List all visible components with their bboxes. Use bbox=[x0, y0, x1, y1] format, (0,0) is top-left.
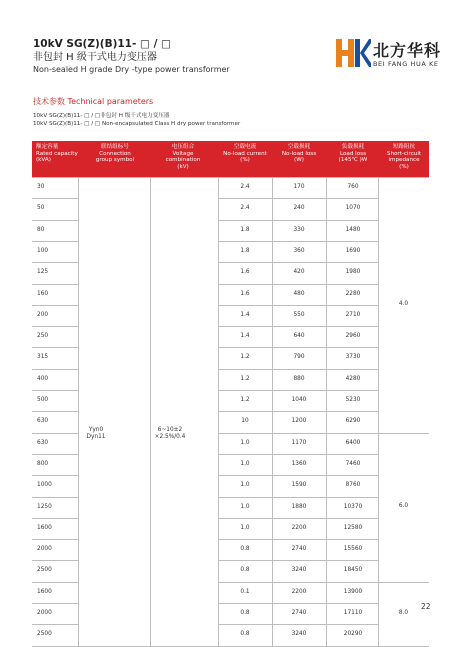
ll-cell: 7460 bbox=[345, 460, 361, 467]
nlc-cell: 0.8 bbox=[240, 567, 250, 574]
nlc-cell: 1.2 bbox=[240, 375, 250, 382]
rated-capacity-cell: 125 bbox=[37, 269, 49, 276]
ll-cell: 6400 bbox=[345, 439, 361, 446]
table-row bbox=[32, 497, 429, 518]
row-divider bbox=[32, 497, 78, 498]
row-divider bbox=[32, 305, 78, 306]
nll-cell: 2200 bbox=[291, 524, 307, 531]
impedance-cell: 6.0 bbox=[398, 503, 409, 510]
nlc-cell: 1.0 bbox=[240, 439, 250, 446]
row-divider bbox=[218, 284, 378, 285]
nll-cell: 1040 bbox=[291, 397, 307, 403]
ll-cell: 8760 bbox=[345, 482, 361, 489]
nlc-cell: 0.1 bbox=[240, 588, 250, 595]
page-header bbox=[33, 38, 230, 75]
nll-cell: 550 bbox=[293, 311, 305, 318]
ll-cell: 2710 bbox=[345, 311, 361, 318]
nll-cell: 640 bbox=[293, 333, 305, 340]
nlc-cell: 1.2 bbox=[240, 354, 250, 361]
row-divider bbox=[32, 220, 78, 221]
rated-capacity-cell: 2000 bbox=[37, 610, 52, 616]
nll-cell: 1590 bbox=[291, 482, 307, 489]
table-row bbox=[32, 390, 429, 411]
nlc-cell: 1.8 bbox=[240, 247, 250, 254]
nll-cell: 1880 bbox=[291, 503, 307, 510]
nll-cell: 3240 bbox=[291, 631, 307, 638]
nlc-cell: 0.8 bbox=[240, 610, 250, 616]
ll-cell: 3730 bbox=[345, 354, 361, 361]
group-divider bbox=[218, 582, 429, 583]
rated-capacity-cell: 50 bbox=[37, 205, 45, 212]
table-row bbox=[32, 284, 429, 305]
nll-cell: 1360 bbox=[291, 460, 307, 467]
impedance-cell: 8.0 bbox=[398, 609, 409, 616]
header-connection-group: 联结组标号 Connection group symbol bbox=[95, 144, 135, 164]
ll-cell: 17110 bbox=[343, 610, 363, 616]
table-row bbox=[32, 198, 429, 219]
ll-cell: 20290 bbox=[343, 631, 363, 638]
nll-cell: 2200 bbox=[291, 588, 307, 595]
row-divider bbox=[32, 603, 78, 604]
table-row bbox=[32, 305, 429, 326]
nlc-cell: 2.4 bbox=[240, 184, 250, 190]
rated-capacity-cell: 80 bbox=[37, 226, 45, 233]
product-name-cn: 非包封 H 级干式电力变压器 bbox=[33, 52, 157, 63]
table-row bbox=[32, 624, 429, 645]
row-divider bbox=[218, 454, 378, 455]
ll-cell: 1980 bbox=[345, 269, 361, 276]
hk-logo-mark-icon bbox=[335, 36, 371, 72]
row-divider bbox=[32, 262, 78, 263]
row-divider bbox=[32, 177, 429, 178]
table-row bbox=[32, 475, 429, 496]
header-no-load-current: 空载电流 No-load current (%) bbox=[223, 144, 267, 164]
rated-capacity-cell: 2500 bbox=[37, 567, 52, 574]
row-divider bbox=[32, 369, 78, 370]
row-divider bbox=[32, 454, 78, 455]
column-divider bbox=[150, 177, 151, 646]
header-rated-capacity: 额定容量 Rated capacity (kVA) bbox=[36, 144, 78, 164]
rated-capacity-cell: 30 bbox=[37, 184, 45, 190]
table-row bbox=[32, 582, 429, 603]
nll-cell: 1170 bbox=[291, 439, 307, 446]
company-name-cn: 北方华科 bbox=[373, 41, 442, 60]
ll-cell: 4280 bbox=[345, 375, 361, 382]
model-description-cn: 10kV SG(Z)(B)11- □ / □非包封 H 级干式电力变压器 bbox=[33, 113, 170, 119]
row-divider bbox=[218, 326, 378, 327]
nlc-cell: 1.6 bbox=[240, 269, 250, 276]
ll-cell: 1070 bbox=[345, 205, 361, 212]
row-divider bbox=[32, 411, 78, 412]
nlc-cell: 1.0 bbox=[240, 524, 250, 531]
rated-capacity-cell: 500 bbox=[37, 397, 49, 403]
rated-capacity-cell: 100 bbox=[37, 247, 49, 254]
nll-cell: 2740 bbox=[291, 546, 307, 553]
rated-capacity-cell: 1600 bbox=[37, 588, 52, 595]
table-row bbox=[32, 539, 429, 560]
nll-cell: 1200 bbox=[291, 418, 307, 425]
row-divider bbox=[32, 582, 78, 583]
row-divider bbox=[218, 390, 378, 391]
nlc-cell: 0.8 bbox=[240, 631, 250, 638]
rated-capacity-cell: 1600 bbox=[37, 524, 52, 531]
rated-capacity-cell: 200 bbox=[37, 311, 49, 318]
group-divider bbox=[218, 433, 429, 434]
row-divider bbox=[218, 411, 378, 412]
rated-capacity-cell: 800 bbox=[37, 460, 49, 467]
nlc-cell: 0.8 bbox=[240, 546, 250, 553]
nlc-cell: 1.4 bbox=[240, 311, 250, 318]
table-row bbox=[32, 347, 429, 368]
ll-cell: 1690 bbox=[345, 247, 361, 254]
row-divider bbox=[32, 646, 429, 647]
row-divider bbox=[32, 539, 78, 540]
nlc-cell: 1.2 bbox=[240, 397, 250, 403]
section-title: 技术参数 Technical parameters bbox=[33, 97, 154, 106]
rated-capacity-cell: 400 bbox=[37, 375, 49, 382]
row-divider bbox=[218, 198, 378, 199]
nll-cell: 480 bbox=[293, 290, 305, 297]
nlc-cell: 1.4 bbox=[240, 333, 250, 340]
table-row bbox=[32, 326, 429, 347]
table-row bbox=[32, 177, 429, 198]
rated-capacity-cell: 160 bbox=[37, 290, 49, 297]
nll-cell: 360 bbox=[293, 247, 305, 254]
ll-cell: 18450 bbox=[343, 567, 363, 574]
rated-capacity-cell: 250 bbox=[37, 333, 49, 340]
nll-cell: 3240 bbox=[291, 567, 307, 574]
header-short-circuit-impedance: 短路阻抗 Short-circuit impedance (%) bbox=[386, 144, 422, 170]
ll-cell: 2960 bbox=[345, 333, 361, 340]
row-divider bbox=[218, 369, 378, 370]
row-divider bbox=[218, 539, 378, 540]
nll-cell: 240 bbox=[293, 205, 305, 212]
product-model-title: 10kV SG(Z)(B)11- □ / □ bbox=[33, 38, 171, 50]
rated-capacity-cell: 630 bbox=[37, 439, 49, 446]
column-divider bbox=[326, 177, 327, 646]
column-divider bbox=[378, 177, 379, 646]
ll-cell: 10370 bbox=[343, 503, 363, 510]
nlc-cell: 10 bbox=[241, 418, 249, 425]
row-divider bbox=[32, 560, 78, 561]
row-divider bbox=[218, 305, 378, 306]
ll-cell: 1480 bbox=[345, 226, 361, 233]
nlc-cell: 1.0 bbox=[240, 482, 250, 489]
ll-cell: 6290 bbox=[345, 418, 361, 425]
ll-cell: 760 bbox=[347, 184, 359, 190]
column-divider bbox=[78, 177, 79, 646]
voltage-combination-cell: 6~10±2 ×2.5%/0.4 bbox=[154, 426, 186, 440]
table-header bbox=[32, 141, 429, 177]
row-divider bbox=[218, 262, 378, 263]
ll-cell: 15560 bbox=[343, 546, 363, 553]
row-divider bbox=[32, 241, 78, 242]
table-row bbox=[32, 560, 429, 581]
nlc-cell: 2.4 bbox=[240, 205, 250, 212]
impedance-cell: 4.0 bbox=[398, 300, 409, 307]
company-logo bbox=[335, 36, 445, 72]
row-divider bbox=[218, 603, 378, 604]
ll-cell: 13900 bbox=[343, 588, 363, 595]
row-divider bbox=[32, 624, 78, 625]
nll-cell: 170 bbox=[293, 184, 305, 190]
nlc-cell: 1.0 bbox=[240, 503, 250, 510]
nll-cell: 880 bbox=[293, 375, 305, 382]
row-divider bbox=[32, 347, 78, 348]
table-row bbox=[32, 454, 429, 475]
row-divider bbox=[218, 624, 378, 625]
header-load-loss: 负载损耗 Load loss (145℃ )W bbox=[338, 144, 368, 164]
table-row bbox=[32, 369, 429, 390]
nlc-cell: 1.0 bbox=[240, 460, 250, 467]
nlc-cell: 1.6 bbox=[240, 290, 250, 297]
table-row bbox=[32, 262, 429, 283]
row-divider bbox=[218, 220, 378, 221]
row-divider bbox=[32, 518, 78, 519]
row-divider bbox=[218, 241, 378, 242]
rated-capacity-cell: 2500 bbox=[37, 631, 52, 638]
nll-cell: 790 bbox=[293, 354, 305, 361]
table-row bbox=[32, 518, 429, 539]
row-divider bbox=[218, 475, 378, 476]
row-divider bbox=[32, 475, 78, 476]
nll-cell: 2740 bbox=[291, 610, 307, 616]
row-divider bbox=[218, 560, 378, 561]
model-description-en: 10kV SG(Z)(B)11- □ / □ Non-encapsulated Class H dry power transformer bbox=[33, 121, 241, 127]
column-divider bbox=[218, 177, 219, 646]
nlc-cell: 1.8 bbox=[240, 226, 250, 233]
rated-capacity-cell: 2000 bbox=[37, 546, 52, 553]
header-voltage-combination: 电压组合 Voltage combination (kV) bbox=[165, 144, 201, 170]
table-row bbox=[32, 220, 429, 241]
table-row bbox=[32, 241, 429, 262]
table-row bbox=[32, 603, 429, 624]
row-divider bbox=[218, 518, 378, 519]
row-divider bbox=[218, 497, 378, 498]
ll-cell: 2280 bbox=[345, 290, 361, 297]
connection-group-cell: Yyn0 Dyn11 bbox=[86, 426, 106, 440]
row-divider bbox=[32, 198, 78, 199]
product-name-en: Non-sealed H grade Dry -type power transformer bbox=[33, 65, 230, 74]
ll-cell: 12580 bbox=[343, 524, 363, 531]
column-divider bbox=[272, 177, 273, 646]
nll-cell: 420 bbox=[293, 269, 305, 276]
company-name-pinyin: BEI FANG HUA KE bbox=[373, 60, 439, 68]
row-divider bbox=[218, 347, 378, 348]
rated-capacity-cell: 315 bbox=[37, 354, 49, 361]
rated-capacity-cell: 1250 bbox=[37, 503, 52, 510]
page-number: 22 bbox=[421, 602, 431, 611]
row-divider bbox=[32, 326, 78, 327]
rated-capacity-cell: 630 bbox=[37, 418, 49, 425]
ll-cell: 5230 bbox=[345, 397, 361, 403]
row-divider bbox=[32, 284, 78, 285]
row-divider bbox=[32, 390, 78, 391]
header-no-load-loss: 空载损耗 No-load loss (W) bbox=[281, 144, 317, 164]
rated-capacity-cell: 1000 bbox=[37, 482, 52, 489]
nll-cell: 330 bbox=[293, 226, 305, 233]
